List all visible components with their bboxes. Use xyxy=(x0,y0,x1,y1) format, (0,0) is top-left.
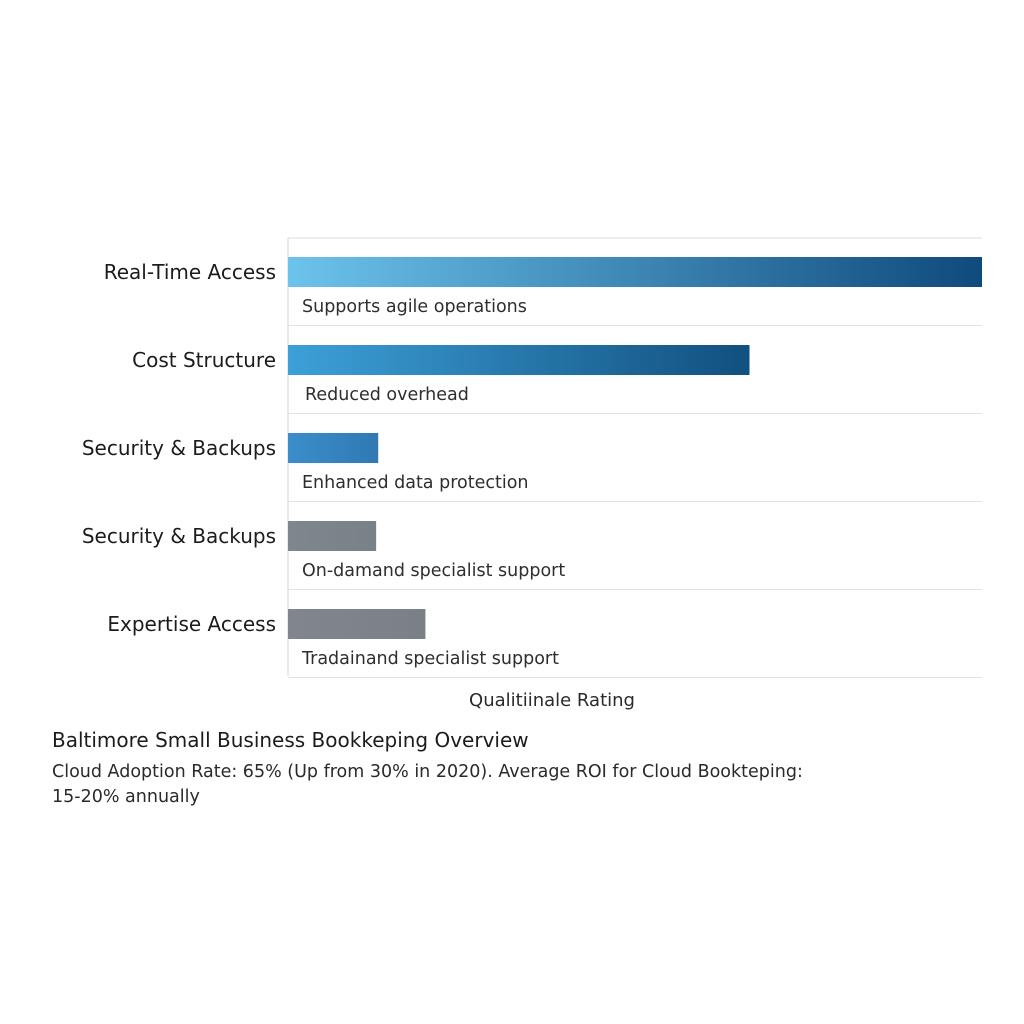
summary-title: Baltimore Small Business Bookkeping Overview xyxy=(52,728,529,752)
category-label-3: Security & Backups xyxy=(81,436,276,460)
bar-annotation-1: Supports agile operations xyxy=(302,297,527,317)
category-label-1: Real-Time Access xyxy=(103,260,276,284)
bar-annotation-3: Enhanced data protection xyxy=(302,473,529,493)
bar-annotation-2: Reduced overhead xyxy=(305,385,469,405)
category-label-4: Security & Backups xyxy=(81,524,276,548)
x-axis-label: Qualitiinale Rating xyxy=(469,690,635,711)
category-label-2: Cost Structure xyxy=(132,348,276,372)
bar-1 xyxy=(288,257,982,287)
bar-3 xyxy=(288,433,378,463)
summary-text: Cloud Adoption Rate: 65% (Up from 30% in 2020). Average ROI for Cloud Bookteping: 15-20% annually xyxy=(52,762,803,807)
category-label-5: Expertise Access xyxy=(107,612,276,636)
bar-4 xyxy=(288,521,376,551)
bar-annotation-5: Tradainand specialist support xyxy=(302,649,559,669)
category-labels xyxy=(82,260,276,636)
bar-annotation-4: On-damand specialist support xyxy=(302,561,566,581)
bar-5 xyxy=(288,609,425,639)
bar-2 xyxy=(288,345,750,375)
summary-section xyxy=(52,726,952,810)
